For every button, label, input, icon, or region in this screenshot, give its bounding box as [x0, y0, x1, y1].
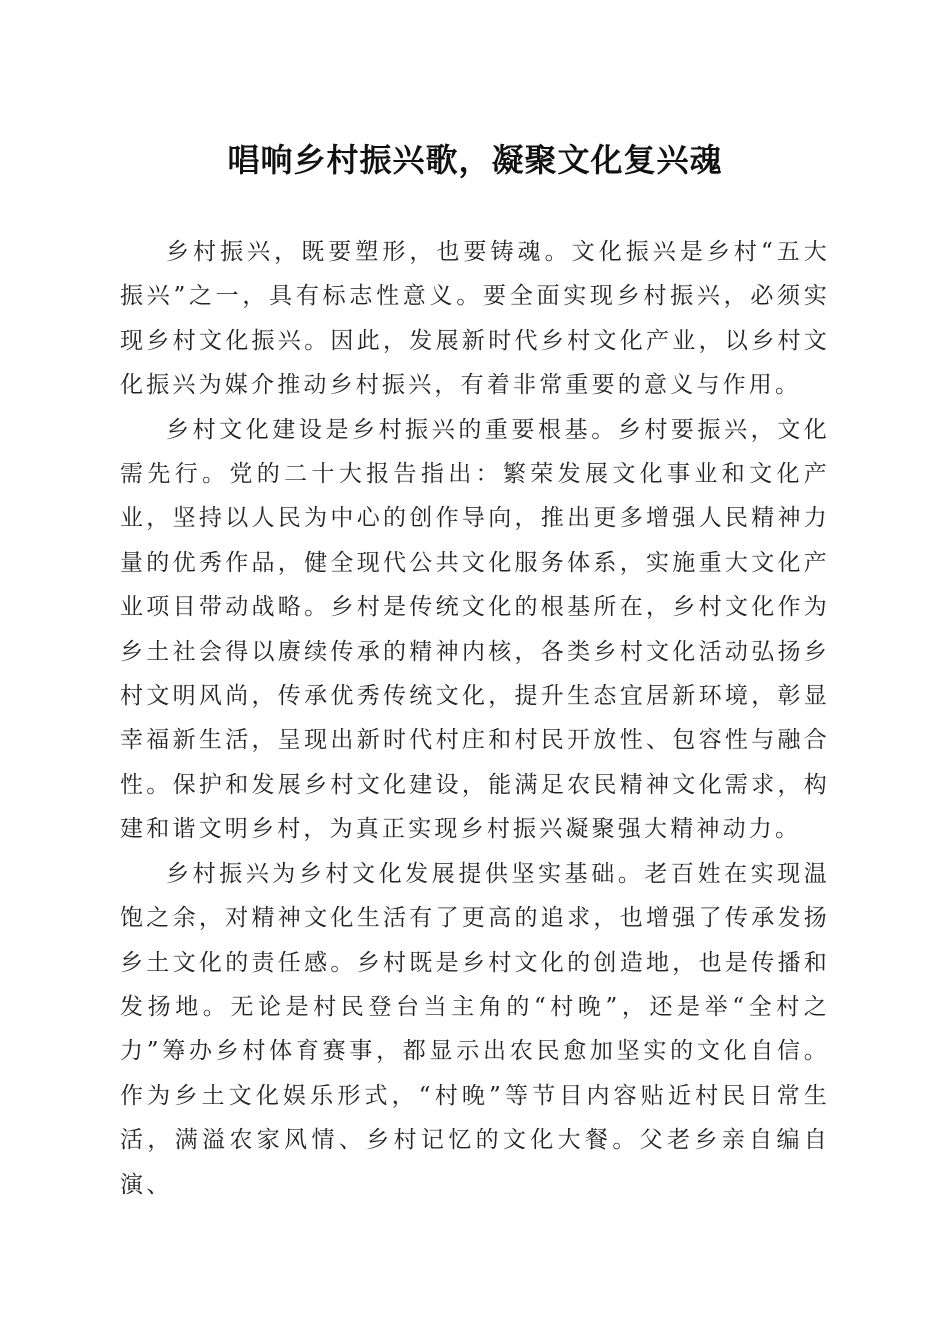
document-body	[120, 230, 830, 1207]
paragraph-1: 乡村振兴，既要塑形，也要铸魂。文化振兴是乡村“五大振兴”之一，具有标志性意义。要全面实现乡村振兴，必须实现乡村文化振兴。因此，发展新时代乡村文化产业，以乡村文化振兴为媒介推动乡村振兴，有着非常重要的意义与作用。	[120, 239, 830, 399]
paragraph-3: 乡村振兴为乡村文化发展提供坚实基础。老百姓在实现温饱之余，对精神文化生活有了更高的追求，也增强了传承发扬乡土文化的责任感。乡村既是乡村文化的创造地，也是传播和发扬地。无论是村民登台当主角的“村晚”，还是举“全村之力”筹办乡村体育赛事，都显示出农民愈加坚实的文化自信。作为乡土文化娱乐形式，“村晚”等节目内容贴近村民日常生活，满溢农家风情、乡村记忆的文化大餐。父老乡亲自编自演、	[120, 860, 830, 1198]
paragraph-2: 乡村文化建设是乡村振兴的重要根基。乡村要振兴，文化需先行。党的二十大报告指出：繁荣发展文化事业和文化产业，坚持以人民为中心的创作导向，推出更多增强人民精神力量的优秀作品，健全现代公共文化服务体系，实施重大文化产业项目带动战略。乡村是传统文化的根基所在，乡村文化作为乡土社会得以赓续传承的精神内核，各类乡村文化活动弘扬乡村文明风尚，传承优秀传统文化，提升生态宜居新环境，彰显幸福新生活，呈现出新时代村庄和村民开放性、包容性与融合性。保护和发展乡村文化建设，能满足农民精神文化需求，构建和谐文明乡村，为真正实现乡村振兴凝聚强大精神动力。	[120, 416, 830, 843]
document-title: 唱响乡村振兴歌，凝聚文化复兴魂	[227, 141, 723, 179]
